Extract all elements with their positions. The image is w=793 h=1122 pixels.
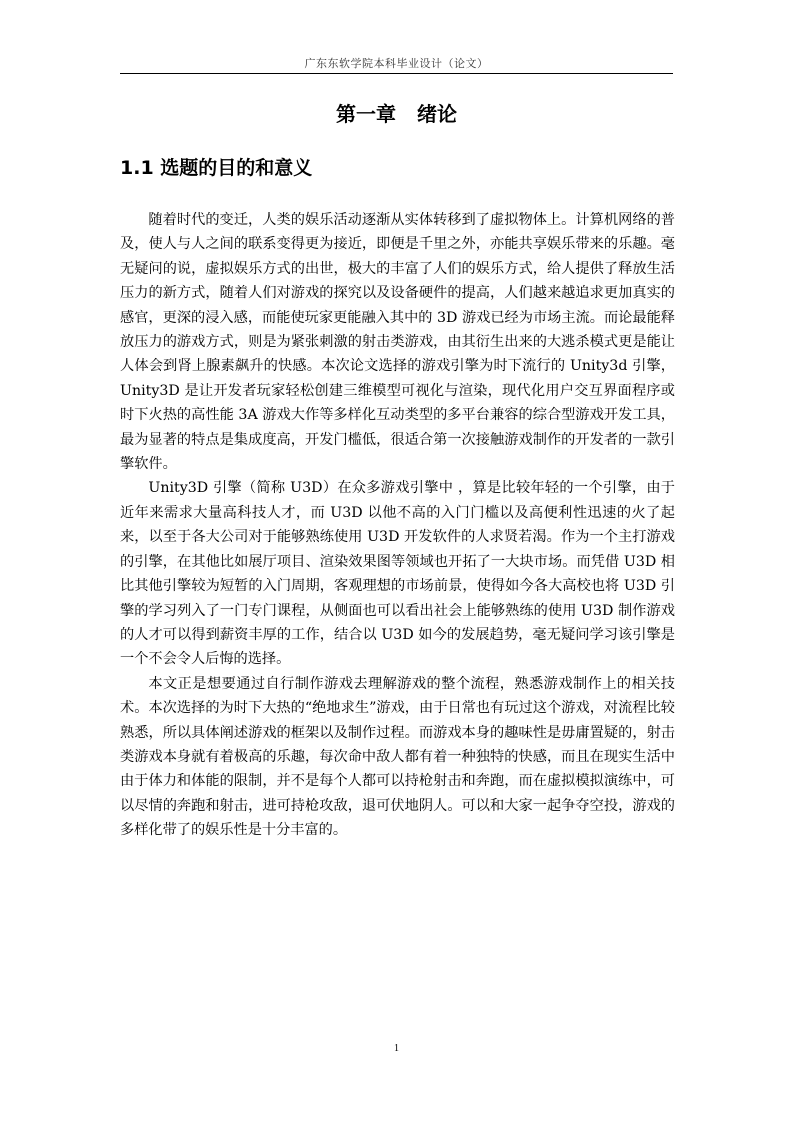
page-number: 1: [394, 1043, 399, 1054]
header-divider: [120, 73, 673, 74]
chapter-title: 第一章 绪论: [336, 102, 457, 126]
body-text: [120, 208, 675, 843]
paragraph-3: 本文正是想要通过自行制作游戏去理解游戏的整个流程，熟悉游戏制作上的相关技术。本次选择的为时下大热的“绝地求生”游戏，由于日常也有玩过这个游戏，对流程比较熟悉，所以具体阐述游戏的框架以及制作过程。而游戏本身的趣味性是毋庸置疑的，射击类游戏本身就有着极高的乐趣，每次命中敌人都有着一种独特的快感，而且在现实生活中由于体力和体能的限制，并不是每个人都可以持枪射击和奔跑，而在虚拟模拟演练中，可以尽情的奔跑和射击，进可持枪攻敌，退可伏地阴人。可以和大家一起争夺空投，游戏的多样化带了的娱乐性是十分丰富的。: [120, 675, 675, 839]
paragraph-1: 随着时代的变迁，人类的娱乐活动逐渐从实体转移到了虚拟物体上。计算机网络的普及，使人与人之间的联系变得更为接近，即便是千里之外，亦能共享娱乐带来的乐趣。毫无疑问的说，虚拟娱乐方式的出世，极大的丰富了人们的娱乐方式，给人提供了释放生活压力的新方式，随着人们对游戏的探究以及设备硬件的提高，人们越来越追求更加真实的感官，更深的浸入感，而能使玩家更能融入其中的 3D 游戏已经为市场主流。而论最能释放压力的游戏方式，则是为紧张刺激的射击类游戏，由其衍生出来的大逃杀模式更是能让人体会到肾上腺素飙升的快感。本次论文选择的游戏引擎为时下流行的 Unity3d 引擎，Unity3D 是让开发者玩家轻松创建三维模型可视化与渲染，现代化用户交互界面程序或时下火热的高性能 3A 游戏大作等多样化互动类型的多平台兼容的综合型游戏开发工具，最为显著的特点是集成度高，开发门槛低，很适合第一次接触游戏制作的开发者的一款引擎软件。: [120, 212, 675, 473]
paragraph-2: Unity3D 引擎（简称 U3D）在众多游戏引擎中 ，算是比较年轻的一个引擎，由于近年来需求大量高科技人才，而 U3D 以他不高的入门门槛以及高便利性迅速的火了起来，以至于各大公司对于能够熟练使用 U3D 开发软件的人求贤若渴。作为一个主打游戏的引擎，在其他比如展厅项目、渲染效果图等领域也开拓了一大块市场。而凭借 U3D 相比其他引擎较为短暂的入门周期，客观理想的市场前景，使得如今各大高校也将 U3D 引擎的学习列入了一门专门课程，从侧面也可以看出社会上能够熟练的使用 U3D 制作游戏的人才可以得到薪资丰厚的工作，结合以 U3D 如今的发展趋势，毫无疑问学习该引擎是一个不会令人后悔的选择。: [120, 480, 675, 668]
running-header: 广东东软学院本科毕业设计（论文）: [304, 57, 489, 70]
section-heading: 1.1 选题的目的和意义: [120, 157, 313, 179]
